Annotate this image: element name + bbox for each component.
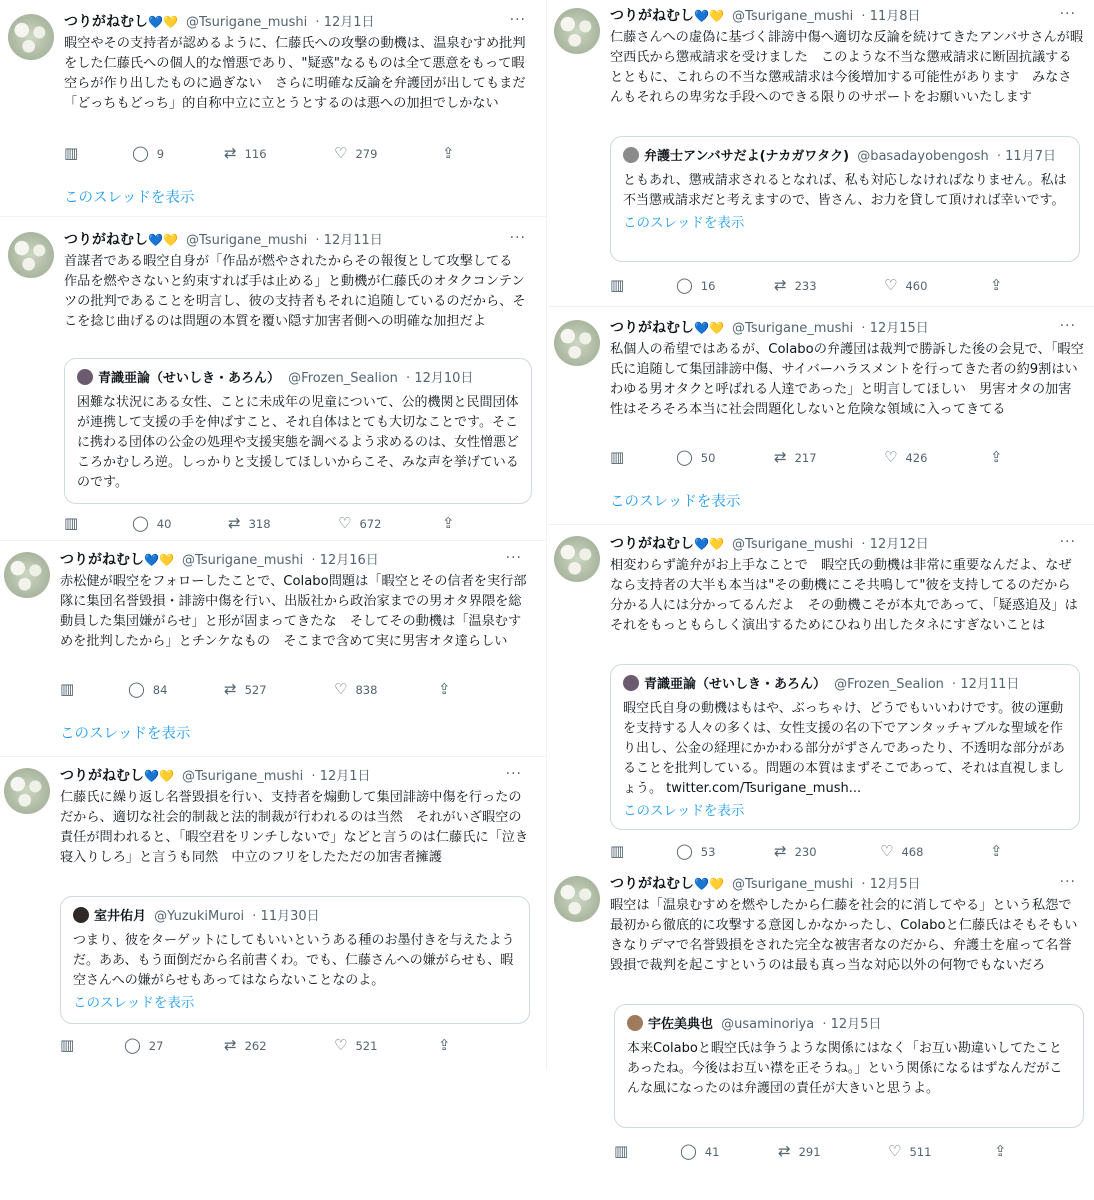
like-button[interactable]: ♡ 672 [338, 514, 382, 532]
quote-show-thread-link[interactable]: このスレッドを表示 [73, 995, 195, 1011]
divider [0, 756, 546, 757]
share-icon[interactable]: ⇪ [438, 1036, 451, 1054]
like-button[interactable]: ♡ 279 [334, 144, 378, 162]
like-button[interactable]: ♡ 426 [884, 448, 928, 466]
tweet-header: つりがねむし💙💛 @Tsurigane_mushi · 12月1日 [60, 768, 371, 784]
action-bar [614, 1142, 1054, 1160]
tweet[interactable] [8, 230, 542, 535]
heart-icon: ♡ [888, 1142, 902, 1160]
display-name[interactable]: つりがねむし [60, 552, 144, 568]
tweet-date[interactable]: 12月16日 [319, 553, 379, 568]
avatar[interactable] [554, 536, 600, 582]
tweet-text: 仁藤氏に繰り返し名誉毀損を行い、支持者を煽動して集団誹謗中傷を行ったのだから、適切な社会的制裁と法的制裁が行われるのは当然 それがいざ暇空の責任が問われると、「暇空君をリンチしないで」などと言うのは仁藤氏に「泣き寝入りしろ」と言うも同然 中立のフリをしたただの加害者擁護 [60, 790, 529, 865]
views-icon[interactable]: ▥ [64, 144, 79, 162]
tweet-header: つりがねむし💙💛 @Tsurigane_mushi · 12月12日 [610, 536, 929, 552]
yellow-heart-icon: 💛 [708, 537, 724, 551]
tweet[interactable] [554, 874, 1090, 1174]
column-divider [546, 0, 547, 1070]
quote-display-name: 室井佑月 [94, 909, 147, 924]
tweet-date[interactable]: 12月1日 [319, 769, 371, 784]
tweet-text: 暇空やその支持者が認めるように、仁藤氏への攻撃の動機は、温泉むすめ批判をした仁藤氏への個人的な憎悪であり、"疑惑"なるものは全て悪意をもって暇空らが作り出したものに過ぎない さらに明確な反論を弁護団が出してもまだ「どっちもどっち」的自称中立に立とうとするのは悪への加担でしかない [64, 36, 526, 111]
tweet-text: 相変わらず詭弁がお上手なことで 暇空氏の動機は非常に重要なんだよ、なぜなら支持者の大半も本当は"その動機にこそ共鳴して"彼を支持してるのだから 分かる人には分かってるんだよ その動機こそが本丸であって、「疑惑追及」はそれをもっともらしく演出するためにひねり出したタネにすぎないことは [610, 558, 1084, 633]
share-icon[interactable]: ⇪ [442, 144, 455, 162]
user-handle[interactable]: @Tsurigane_mushi [732, 537, 854, 552]
heart-icon: ♡ [334, 1036, 348, 1054]
reply-icon: ◯ [676, 448, 693, 466]
quoted-tweet[interactable] [60, 896, 530, 1024]
user-handle[interactable]: @Tsurigane_mushi [186, 233, 308, 248]
avatar[interactable] [554, 320, 600, 366]
tweet[interactable] [8, 12, 542, 222]
quote-text: 暇空氏自身の動機はもはや、ぶっちゃけ、どうでもいいわけです。彼の運動を支持する人々の多くは、女性支援の名の下でアンタッチャブルな聖域を作り出し、公金の経理にかかわる部分がずさんであったり、不透明な部分があることを批判している。問題の本質はまずそこであって、それは直視しましょう。 twitter.com/Tsurigane_mush... [623, 701, 1065, 796]
yellow-heart-icon: 💛 [708, 321, 724, 335]
quoted-tweet[interactable] [614, 1004, 1084, 1128]
reply-icon: ◯ [676, 842, 693, 860]
share-icon[interactable]: ⇪ [990, 842, 1003, 860]
tweet-date[interactable]: 12月11日 [323, 233, 383, 248]
tweet-header: つりがねむし💙💛 @Tsurigane_mushi · 12月11日 [64, 232, 383, 248]
like-button[interactable]: ♡ 838 [334, 680, 378, 698]
retweet-icon: ⇄ [774, 448, 787, 466]
tweet-text: 首謀者である暇空自身が「作品が燃やされたからその報復として攻撃してる 作品を燃やさないと約束すれば手は止める」と動機が仁藤氏のオタクコンテンツの批判であることを明言し、彼の支持者もそれに追随しているのだから、そこを捻じ曲げるのは問題の本質を覆い隠す加害者側への明確な加担だよ [64, 254, 526, 329]
action-bar [610, 276, 1050, 294]
quote-display-name: 弁護士アンバサだよ(ナカガワタク) [644, 149, 850, 164]
user-handle[interactable]: @Tsurigane_mushi [186, 15, 308, 30]
blue-heart-icon: 💙 [694, 537, 709, 551]
more-icon[interactable]: ··· [505, 766, 522, 782]
quote-header: 弁護士アンバサだよ(ナカガワタク) @basadayobengosh · 11月7日 [623, 147, 1067, 167]
display-name[interactable]: つりがねむし [610, 536, 694, 552]
more-icon[interactable]: ··· [1059, 318, 1076, 334]
retweet-icon: ⇄ [224, 144, 237, 162]
divider [548, 524, 1094, 525]
tweet-header: つりがねむし💙💛 @Tsurigane_mushi · 12月5日 [610, 876, 921, 892]
quote-avatar [627, 1015, 643, 1031]
tweet-text: 私個人の希望ではあるが、Colaboの弁護団は裁判で勝訴した後の会見で、「暇空氏に追随して集団誹謗中傷、サイバーハラスメントを行ってきた者の約9割はいわゆる男オタクと呼ばれる人達であった」と明言してほしい 男害オタの加害性はそろそろ本当に社会問題化しないと危険な領域に入ってきてる [610, 342, 1084, 417]
reply-icon: ◯ [676, 276, 693, 294]
retweet-icon: ⇄ [224, 680, 237, 698]
tweet[interactable] [4, 766, 538, 1066]
views-icon[interactable]: ▥ [614, 1142, 629, 1160]
share-icon[interactable]: ⇪ [994, 1142, 1007, 1160]
retweet-button[interactable]: ⇄ 318 [228, 514, 271, 532]
reply-button[interactable]: ◯ 50 [676, 448, 716, 466]
retweet-icon: ⇄ [228, 514, 241, 532]
reply-icon: ◯ [132, 144, 149, 162]
quote-text: 困難な状況にある女性、ことに未成年の児童について、公的機関と民間団体が連携して支援の手を伸ばすこと、それ自体はとても大切なことです。そこに携わる団体の公金の処理や支援実態を調べるよう求めるのは、女性憎悪どころかむしろ逆。しっかりと支援してほしいからこそ、みな声を挙げているのです。 [77, 395, 520, 490]
heart-icon: ♡ [334, 680, 348, 698]
views-icon[interactable]: ▥ [60, 1036, 75, 1054]
blue-heart-icon: 💙 [144, 769, 159, 783]
action-bar [610, 842, 1050, 860]
retweet-button[interactable]: ⇄ 527 [224, 680, 267, 698]
quote-header: 室井佑月 @YuzukiMuroi · 11月30日 [73, 907, 517, 927]
heart-icon: ♡ [884, 448, 898, 466]
avatar[interactable] [4, 552, 50, 598]
share-icon[interactable]: ⇪ [442, 514, 455, 532]
retweet-button[interactable]: ⇄ 262 [224, 1036, 267, 1054]
tweet[interactable] [554, 6, 1090, 302]
tweet-date[interactable]: 12月15日 [869, 321, 929, 336]
user-handle[interactable]: @Tsurigane_mushi [732, 9, 854, 24]
avatar[interactable] [4, 768, 50, 814]
show-thread-link[interactable]: このスレッドを表示 [610, 494, 741, 510]
quote-display-name: 青識亜論（せいしき・あろん） [644, 677, 827, 692]
views-icon[interactable]: ▥ [610, 448, 625, 466]
views-icon[interactable]: ▥ [610, 842, 625, 860]
tweet[interactable] [554, 534, 1090, 862]
blue-heart-icon: 💙 [148, 233, 163, 247]
yellow-heart-icon: 💛 [158, 553, 174, 567]
heart-icon: ♡ [880, 842, 894, 860]
show-thread-link[interactable]: このスレッドを表示 [60, 726, 191, 742]
reply-button[interactable]: ◯ 9 [132, 144, 165, 162]
action-bar [64, 144, 504, 162]
quote-text: つまり、彼をターゲットにしてもいいというある種のお墨付きを与えたようだ。ああ、もう面倒だから名前書くわ。でも、仁藤さんへの嫌がらせも、暇空さんへの嫌がらせもあってはならないことなのよ。 [73, 933, 515, 988]
display-name[interactable]: つりがねむし [64, 14, 148, 30]
avatar[interactable] [8, 14, 54, 60]
blue-heart-icon: 💙 [144, 553, 159, 567]
quote-text: 本来Colaboと暇空氏は争うような関係にはなく「お互い勘違いしてたことあったね。今後はお互い襟を正そうね。」という関係になるはずなんだがこんな風になったのは弁護団の責任が大きいと思うよ。 [627, 1041, 1063, 1096]
like-button[interactable]: ♡ 468 [880, 842, 924, 860]
display-name[interactable]: つりがねむし [60, 768, 144, 784]
yellow-heart-icon: 💛 [162, 233, 178, 247]
like-button[interactable]: ♡ 511 [888, 1142, 932, 1160]
like-button[interactable]: ♡ 521 [334, 1036, 378, 1054]
divider [548, 306, 1094, 307]
display-name[interactable]: つりがねむし [64, 232, 148, 248]
tweet[interactable] [4, 550, 538, 750]
quote-avatar [77, 369, 93, 385]
reply-button[interactable]: ◯ 16 [676, 276, 716, 294]
retweet-icon: ⇄ [774, 842, 787, 860]
tweet[interactable] [554, 318, 1090, 518]
divider [0, 540, 546, 541]
action-bar [64, 514, 504, 532]
reply-button[interactable]: ◯ 84 [128, 680, 168, 698]
reply-icon: ◯ [132, 514, 149, 532]
display-name[interactable]: つりがねむし [610, 876, 694, 892]
views-icon[interactable]: ▥ [64, 514, 79, 532]
yellow-heart-icon: 💛 [162, 15, 178, 29]
more-icon[interactable]: ··· [1059, 874, 1076, 890]
quote-header: 青識亜論（せいしき・あろん） @Frozen_Sealion · 12月11日 [623, 675, 1067, 695]
tweet-date[interactable]: 11月8日 [869, 9, 921, 24]
blue-heart-icon: 💙 [694, 9, 709, 23]
quote-show-thread-link[interactable]: このスレッドを表示 [623, 215, 745, 231]
quote-display-name: 宇佐美典也 [648, 1017, 714, 1032]
heart-icon: ♡ [334, 144, 348, 162]
quote-display-name: 青識亜論（せいしき・あろん） [98, 371, 281, 386]
quote-avatar [623, 675, 639, 691]
quote-show-thread-link[interactable]: このスレッドを表示 [623, 803, 745, 819]
blue-heart-icon: 💙 [694, 877, 709, 891]
yellow-heart-icon: 💛 [708, 9, 724, 23]
more-icon[interactable]: ··· [509, 230, 526, 246]
more-icon[interactable]: ··· [509, 12, 526, 28]
user-handle[interactable]: @Tsurigane_mushi [732, 321, 854, 336]
tweet-date[interactable]: 12月12日 [869, 537, 929, 552]
heart-icon: ♡ [884, 276, 898, 294]
reply-icon: ◯ [124, 1036, 141, 1054]
more-icon[interactable]: ··· [505, 550, 522, 566]
heart-icon: ♡ [338, 514, 352, 532]
quote-avatar [73, 907, 89, 923]
tweet-text: 仁藤さんへの虚偽に基づく誹謗中傷へ適切な反論を続けてきたアンバサさんが暇空西氏から懲戒請求を受けました このような不当な懲戒請求に断固抗議するとともに、これらの不当な懲戒請求は今後増加する可能性があります みなさんもそれらの卑劣な手段へのできる限りのサポートをお願いいたします [610, 30, 1084, 105]
yellow-heart-icon: 💛 [158, 769, 174, 783]
action-bar [60, 680, 500, 698]
quote-text: ともあれ、懲戒請求されるとなれば、私も対応しなければなりません。私は不当懲戒請求だと考えますので、皆さん、お力を貸して頂ければ幸いです。 [623, 173, 1067, 208]
yellow-heart-icon: 💛 [708, 877, 724, 891]
avatar[interactable] [8, 232, 54, 278]
quoted-tweet[interactable] [610, 664, 1080, 830]
reply-button[interactable]: ◯ 27 [124, 1036, 164, 1054]
tweet-header: つりがねむし💙💛 @Tsurigane_mushi · 12月16日 [60, 552, 379, 568]
views-icon[interactable]: ▥ [60, 680, 75, 698]
retweet-icon: ⇄ [778, 1142, 791, 1160]
tweet-date[interactable]: 12月1日 [323, 15, 375, 30]
user-handle[interactable]: @Tsurigane_mushi [182, 769, 304, 784]
divider [0, 216, 546, 217]
blue-heart-icon: 💙 [148, 15, 163, 29]
avatar[interactable] [554, 876, 600, 922]
retweet-button[interactable]: ⇄ 217 [774, 448, 817, 466]
quote-avatar [623, 147, 639, 163]
retweet-icon: ⇄ [774, 276, 787, 294]
action-bar [610, 448, 1050, 466]
display-name[interactable]: つりがねむし [610, 320, 694, 336]
tweet-text: 赤松健が暇空をフォローしたことで、Colabo問題は「暇空とその信者を実行部隊に集団名誉毀損・誹謗中傷を行い、出版社から政治家までの男オタ界隈を総動員した集団嫌がらせ」と形が固まってきたな そしてその動機は「温泉むすめを批判したから」とチンケなもの そこまで含めて実に男害オタ達らしい [60, 574, 527, 649]
share-icon[interactable]: ⇪ [990, 276, 1003, 294]
retweet-button[interactable]: ⇄ 233 [774, 276, 817, 294]
share-icon[interactable]: ⇪ [438, 680, 451, 698]
display-name[interactable]: つりがねむし [610, 8, 694, 24]
tweet-header: つりがねむし💙💛 @Tsurigane_mushi · 11月8日 [610, 8, 921, 24]
user-handle[interactable]: @Tsurigane_mushi [182, 553, 304, 568]
retweet-button[interactable]: ⇄ 230 [774, 842, 817, 860]
quote-header: 宇佐美典也 @usaminoriya · 12月5日 [627, 1015, 1071, 1035]
tweet-header: つりがねむし💙💛 @Tsurigane_mushi · 12月15日 [610, 320, 929, 336]
reply-button[interactable]: ◯ 41 [680, 1142, 720, 1160]
reply-button[interactable]: ◯ 53 [676, 842, 716, 860]
tweet-header: つりがねむし💙💛 @Tsurigane_mushi · 12月1日 [64, 14, 375, 30]
avatar[interactable] [554, 8, 600, 54]
retweet-button[interactable]: ⇄ 291 [778, 1142, 821, 1160]
reply-button[interactable]: ◯ 40 [132, 514, 172, 532]
reply-icon: ◯ [128, 680, 145, 698]
tweet-text: 暇空は「温泉むすめを燃やしたから仁藤を社会的に消してやる」という私怨で最初から徹底的に攻撃する意図しかなかったし、Colaboと仁藤氏はそもそもいきなりデマで名誉毀損をされた完全な被害者なのだから、弁護士を雇って名誉毀損で裁判を起こすというのは最も真っ当な対応以外の何物でもないだろ [610, 898, 1078, 973]
retweet-icon: ⇄ [224, 1036, 237, 1054]
retweet-button[interactable]: ⇄ 116 [224, 144, 267, 162]
blue-heart-icon: 💙 [694, 321, 709, 335]
show-thread-link[interactable]: このスレッドを表示 [64, 190, 195, 206]
tweet-date[interactable]: 12月5日 [869, 877, 921, 892]
views-icon[interactable]: ▥ [610, 276, 625, 294]
reply-icon: ◯ [680, 1142, 697, 1160]
quote-header: 青識亜論（せいしき・あろん） @Frozen_Sealion · 12月10日 [77, 369, 519, 389]
action-bar [60, 1036, 500, 1054]
like-button[interactable]: ♡ 460 [884, 276, 928, 294]
more-icon[interactable]: ··· [1059, 6, 1076, 22]
user-handle[interactable]: @Tsurigane_mushi [732, 877, 854, 892]
quoted-tweet[interactable] [610, 136, 1080, 262]
quoted-tweet[interactable] [64, 358, 532, 504]
share-icon[interactable]: ⇪ [990, 448, 1003, 466]
more-icon[interactable]: ··· [1059, 534, 1076, 550]
